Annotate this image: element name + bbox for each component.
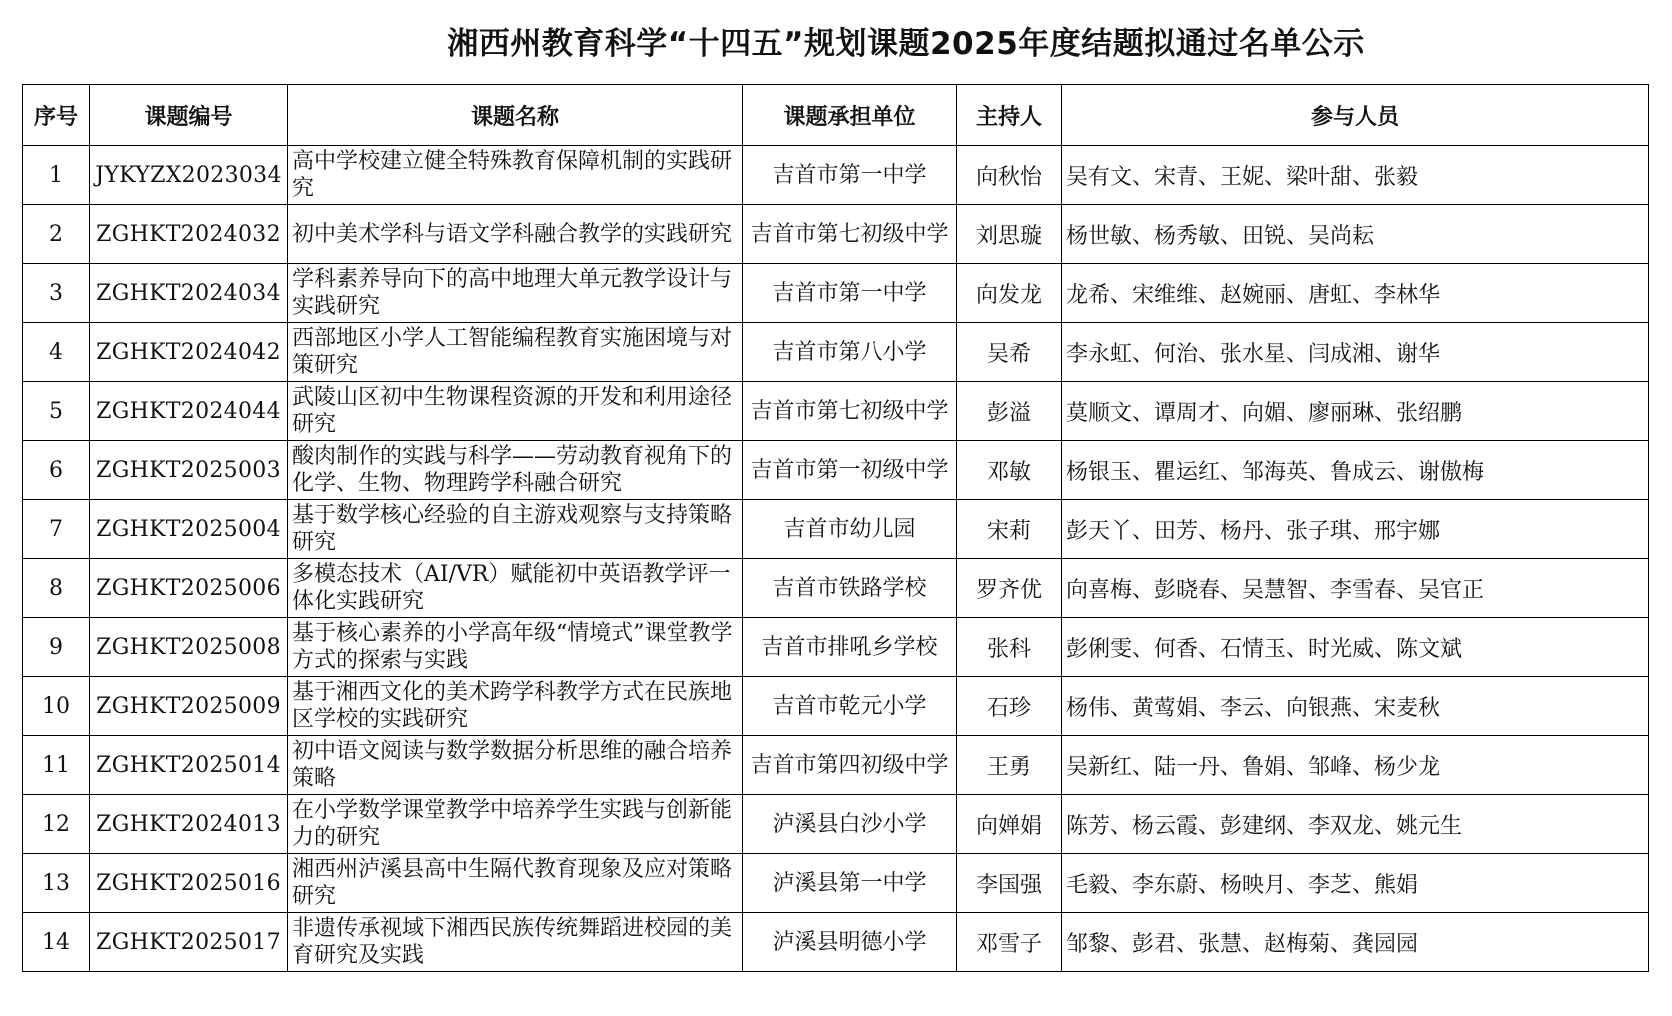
row-project-code: JYKYZX2023034 bbox=[90, 146, 288, 205]
header-project-title: 课题名称 bbox=[288, 85, 743, 146]
row-index: 8 bbox=[23, 559, 90, 618]
row-members: 李永虹、何治、张水星、闫成湘、谢华 bbox=[1062, 323, 1649, 382]
row-project-title: 多模态技术（AI/VR）赋能初中英语教学评一体化实践研究 bbox=[288, 559, 743, 618]
row-project-title: 高中学校建立健全特殊教育保障机制的实践研究 bbox=[288, 146, 743, 205]
table-row bbox=[23, 441, 1649, 500]
table-row bbox=[23, 677, 1649, 736]
row-members: 陈芳、杨云霞、彭建纲、李双龙、姚元生 bbox=[1062, 795, 1649, 854]
table-row bbox=[23, 382, 1649, 441]
row-project-title: 基于数学核心经验的自主游戏观察与支持策略研究 bbox=[288, 500, 743, 559]
row-project-code: ZGHKT2025009 bbox=[90, 677, 288, 736]
row-project-title: 基于湘西文化的美术跨学科教学方式在民族地区学校的实践研究 bbox=[288, 677, 743, 736]
row-unit: 吉首市第七初级中学 bbox=[743, 205, 957, 264]
row-project-title: 非遗传承视域下湘西民族传统舞蹈进校园的美育研究及实践 bbox=[288, 913, 743, 972]
row-members: 吴有文、宋青、王妮、梁叶甜、张毅 bbox=[1062, 146, 1649, 205]
row-members: 吴新红、陆一丹、鲁娟、邹峰、杨少龙 bbox=[1062, 736, 1649, 795]
row-host: 罗齐优 bbox=[957, 559, 1062, 618]
row-members: 向喜梅、彭晓春、吴慧智、李雪春、吴官正 bbox=[1062, 559, 1649, 618]
row-index: 3 bbox=[23, 264, 90, 323]
table-header-row bbox=[23, 85, 1649, 146]
row-project-code: ZGHKT2024044 bbox=[90, 382, 288, 441]
table-row bbox=[23, 736, 1649, 795]
row-host: 刘思璇 bbox=[957, 205, 1062, 264]
row-members: 彭俐雯、何香、石情玉、时光威、陈文斌 bbox=[1062, 618, 1649, 677]
row-index: 2 bbox=[23, 205, 90, 264]
table-row bbox=[23, 913, 1649, 972]
row-project-code: ZGHKT2025003 bbox=[90, 441, 288, 500]
row-unit: 泸溪县白沙小学 bbox=[743, 795, 957, 854]
results-table bbox=[22, 84, 1649, 972]
row-project-code: ZGHKT2025016 bbox=[90, 854, 288, 913]
row-index: 13 bbox=[23, 854, 90, 913]
row-members: 杨银玉、瞿运红、邹海英、鲁成云、谢傲梅 bbox=[1062, 441, 1649, 500]
row-project-title: 基于核心素养的小学高年级“情境式”课堂教学方式的探索与实践 bbox=[288, 618, 743, 677]
row-index: 4 bbox=[23, 323, 90, 382]
row-members: 邹黎、彭君、张慧、赵梅菊、龚园园 bbox=[1062, 913, 1649, 972]
row-index: 12 bbox=[23, 795, 90, 854]
row-project-title: 学科素养导向下的高中地理大单元教学设计与实践研究 bbox=[288, 264, 743, 323]
row-project-code: ZGHKT2025004 bbox=[90, 500, 288, 559]
row-host: 向婵娟 bbox=[957, 795, 1062, 854]
row-host: 宋莉 bbox=[957, 500, 1062, 559]
table-row bbox=[23, 146, 1649, 205]
row-members: 莫顺文、谭周才、向媚、廖丽琳、张绍鹏 bbox=[1062, 382, 1649, 441]
row-index: 11 bbox=[23, 736, 90, 795]
row-project-code: ZGHKT2025017 bbox=[90, 913, 288, 972]
page-title: 湘西州教育科学“十四五”规划课题2025年度结题拟通过名单公示 bbox=[447, 26, 1365, 62]
table-row bbox=[23, 795, 1649, 854]
row-unit: 吉首市排吼乡学校 bbox=[743, 618, 957, 677]
row-index: 14 bbox=[23, 913, 90, 972]
row-unit: 吉首市第一中学 bbox=[743, 146, 957, 205]
row-host: 向发龙 bbox=[957, 264, 1062, 323]
row-host: 李国强 bbox=[957, 854, 1062, 913]
row-unit: 吉首市铁路学校 bbox=[743, 559, 957, 618]
row-unit: 吉首市幼儿园 bbox=[743, 500, 957, 559]
row-project-code: ZGHKT2024034 bbox=[90, 264, 288, 323]
row-host: 王勇 bbox=[957, 736, 1062, 795]
row-index: 1 bbox=[23, 146, 90, 205]
row-project-title: 武陵山区初中生物课程资源的开发和利用途径研究 bbox=[288, 382, 743, 441]
row-host: 邓敏 bbox=[957, 441, 1062, 500]
header-unit: 课题承担单位 bbox=[743, 85, 957, 146]
table-row bbox=[23, 618, 1649, 677]
row-members: 杨伟、黄莺娟、李云、向银燕、宋麦秋 bbox=[1062, 677, 1649, 736]
row-host: 邓雪子 bbox=[957, 913, 1062, 972]
table-row bbox=[23, 323, 1649, 382]
row-project-title: 酸肉制作的实践与科学——劳动教育视角下的化学、生物、物理跨学科融合研究 bbox=[288, 441, 743, 500]
row-project-title: 在小学数学课堂教学中培养学生实践与创新能力的研究 bbox=[288, 795, 743, 854]
table-row bbox=[23, 500, 1649, 559]
table-row bbox=[23, 264, 1649, 323]
row-project-code: ZGHKT2025008 bbox=[90, 618, 288, 677]
row-project-title: 初中语文阅读与数学数据分析思维的融合培养策略 bbox=[288, 736, 743, 795]
header-members: 参与人员 bbox=[1062, 85, 1649, 146]
row-project-title: 湘西州泸溪县高中生隔代教育现象及应对策略研究 bbox=[288, 854, 743, 913]
row-unit: 吉首市乾元小学 bbox=[743, 677, 957, 736]
row-project-code: ZGHKT2024042 bbox=[90, 323, 288, 382]
row-host: 吴希 bbox=[957, 323, 1062, 382]
row-project-title: 西部地区小学人工智能编程教育实施困境与对策研究 bbox=[288, 323, 743, 382]
row-index: 5 bbox=[23, 382, 90, 441]
row-index: 9 bbox=[23, 618, 90, 677]
row-unit: 泸溪县明德小学 bbox=[743, 913, 957, 972]
row-members: 毛毅、李东蔚、杨映月、李芝、熊娟 bbox=[1062, 854, 1649, 913]
row-host: 向秋怡 bbox=[957, 146, 1062, 205]
row-host: 彭溢 bbox=[957, 382, 1062, 441]
header-project-code: 课题编号 bbox=[90, 85, 288, 146]
row-project-code: ZGHKT2024013 bbox=[90, 795, 288, 854]
row-unit: 吉首市第八小学 bbox=[743, 323, 957, 382]
row-members: 彭天丫、田芳、杨丹、张子琪、邢宇娜 bbox=[1062, 500, 1649, 559]
row-index: 7 bbox=[23, 500, 90, 559]
row-members: 龙希、宋维维、赵婉丽、唐虹、李林华 bbox=[1062, 264, 1649, 323]
table-row bbox=[23, 559, 1649, 618]
row-index: 6 bbox=[23, 441, 90, 500]
header-host: 主持人 bbox=[957, 85, 1062, 146]
header-index: 序号 bbox=[23, 85, 90, 146]
row-unit: 吉首市第四初级中学 bbox=[743, 736, 957, 795]
row-index: 10 bbox=[23, 677, 90, 736]
row-members: 杨世敏、杨秀敏、田锐、吴尚耘 bbox=[1062, 205, 1649, 264]
row-unit: 吉首市第七初级中学 bbox=[743, 382, 957, 441]
row-host: 石珍 bbox=[957, 677, 1062, 736]
row-unit: 泸溪县第一中学 bbox=[743, 854, 957, 913]
table-row bbox=[23, 854, 1649, 913]
row-project-code: ZGHKT2025006 bbox=[90, 559, 288, 618]
row-project-code: ZGHKT2024032 bbox=[90, 205, 288, 264]
row-project-title: 初中美术学科与语文学科融合教学的实践研究 bbox=[288, 205, 743, 264]
row-host: 张科 bbox=[957, 618, 1062, 677]
row-unit: 吉首市第一中学 bbox=[743, 264, 957, 323]
table-row bbox=[23, 205, 1649, 264]
row-project-code: ZGHKT2025014 bbox=[90, 736, 288, 795]
row-unit: 吉首市第一初级中学 bbox=[743, 441, 957, 500]
